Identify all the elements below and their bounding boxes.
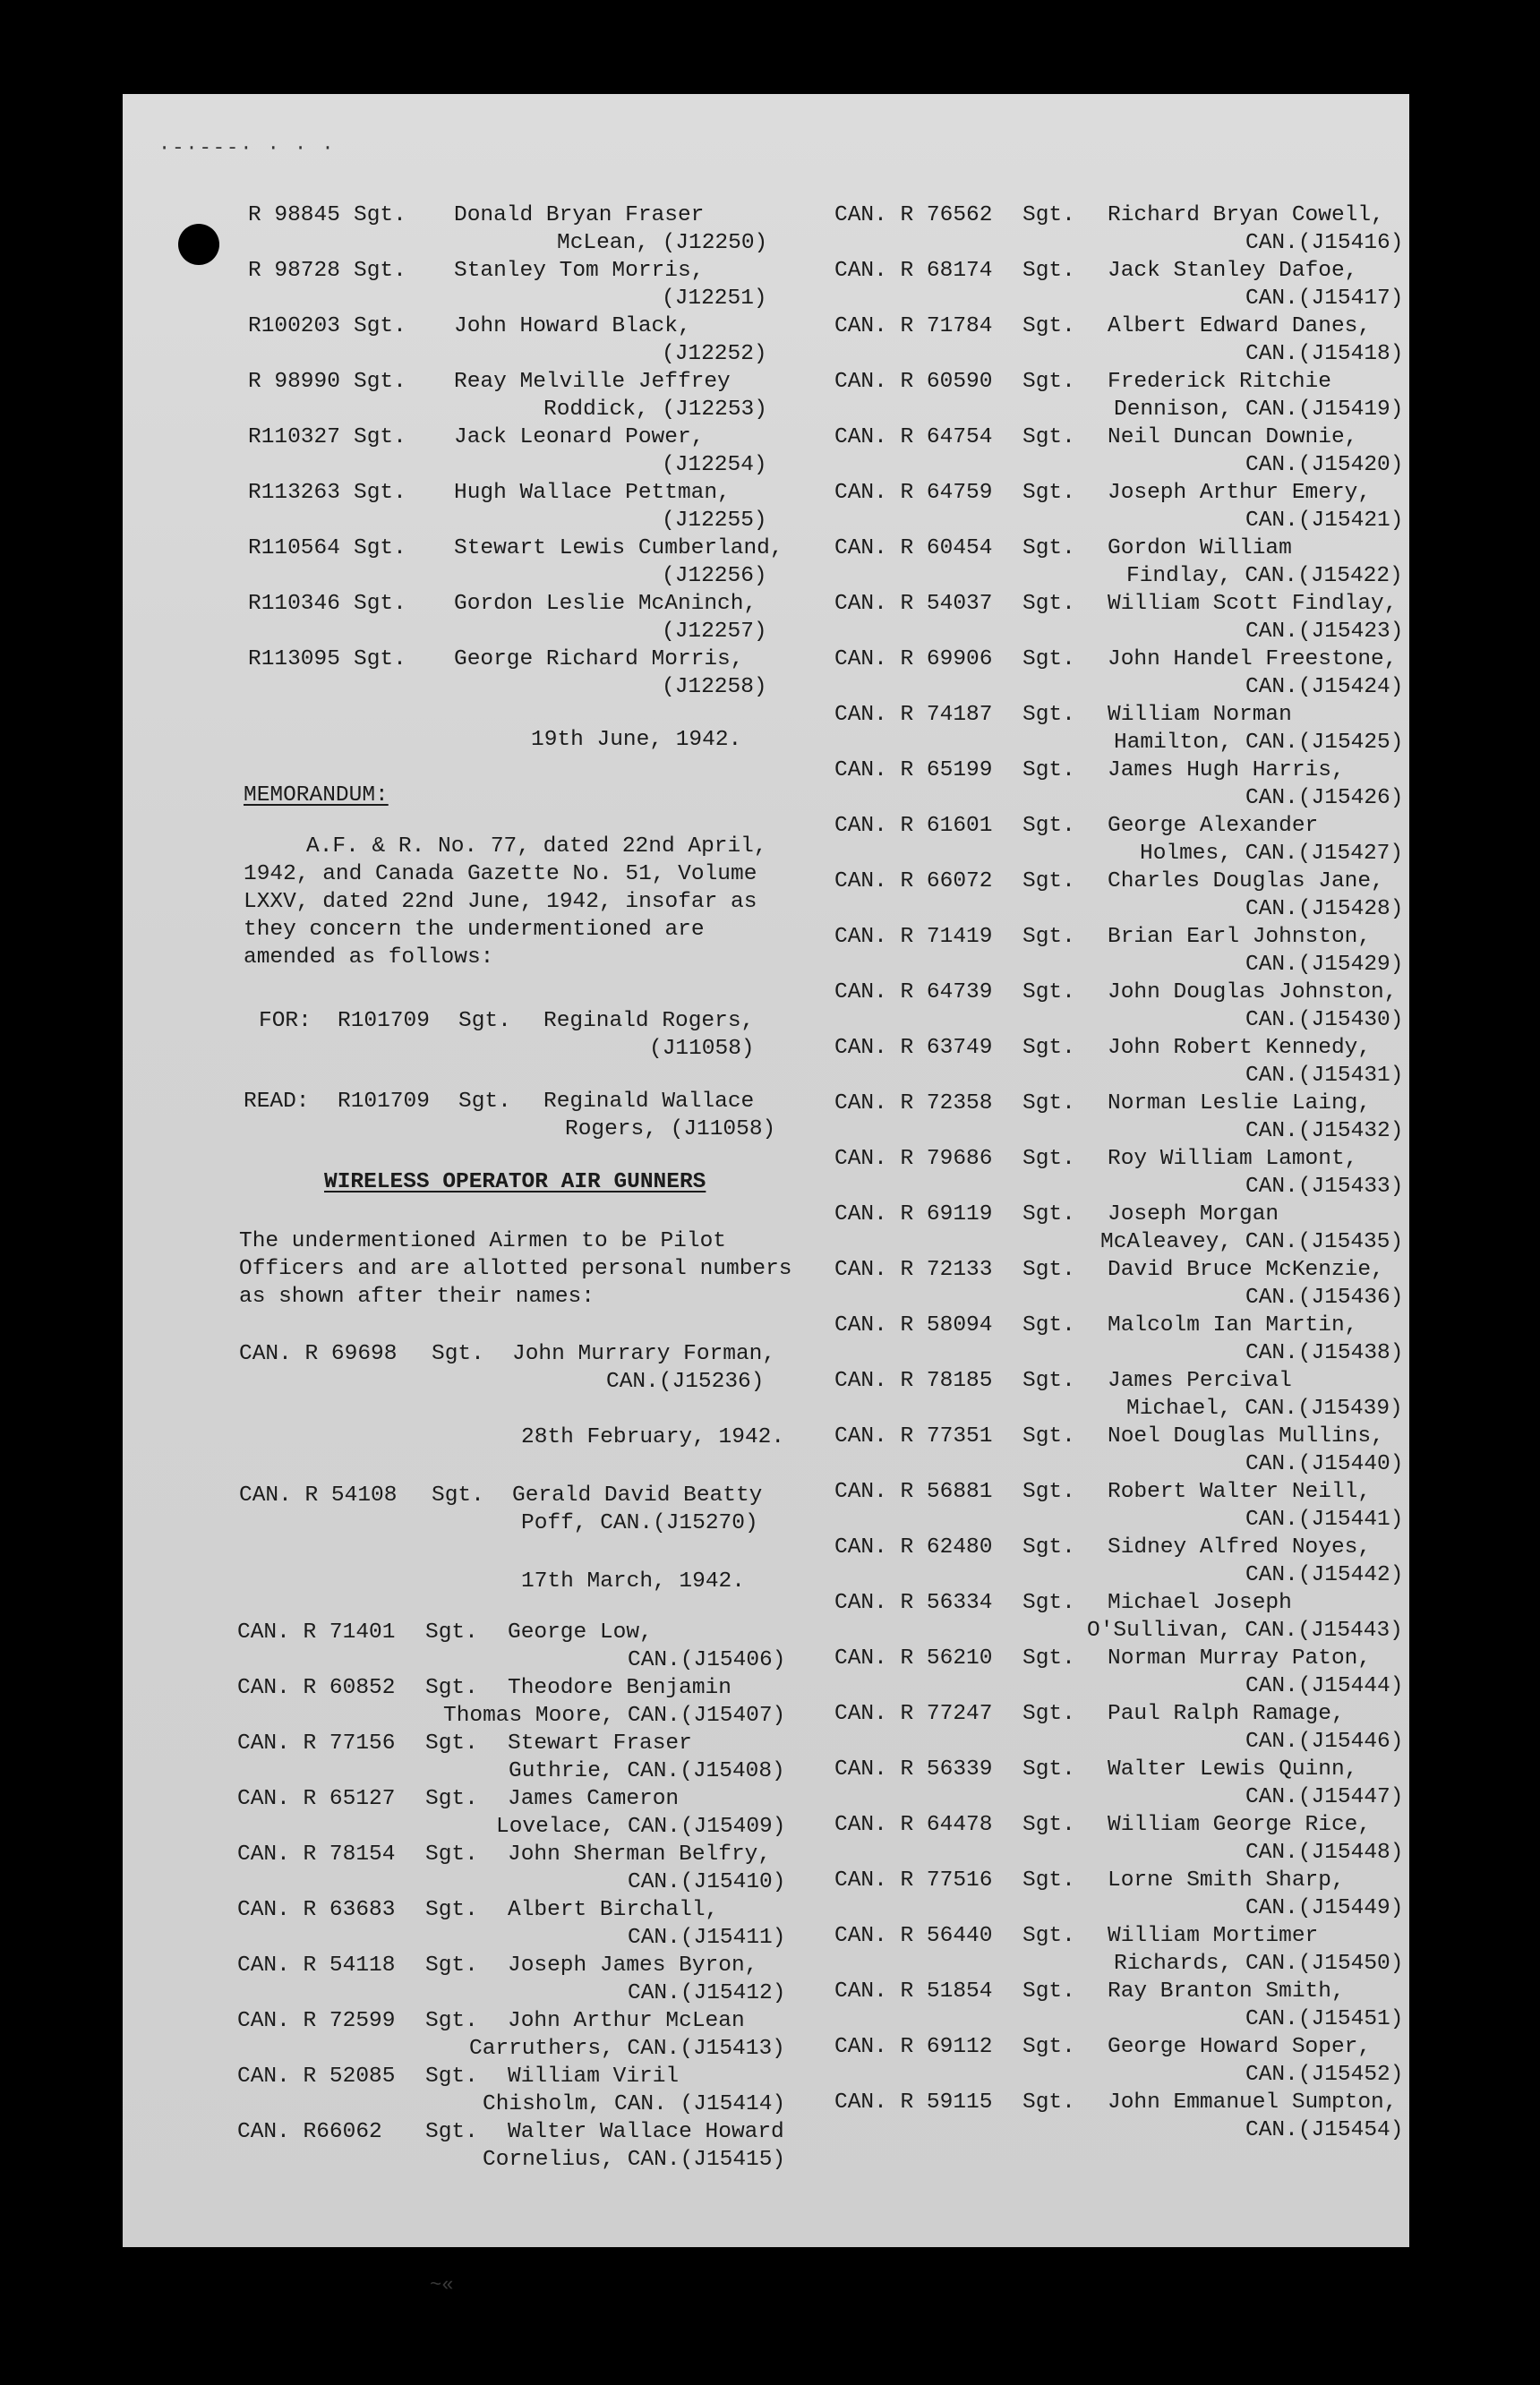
rank: Sgt. xyxy=(1022,1036,1075,1060)
service-number: CAN. R 61601 xyxy=(834,814,993,838)
name-line-1: Lorne Smith Sharp, xyxy=(1108,1868,1345,1893)
name-line-1: John Sherman Belfry, xyxy=(508,1842,772,1867)
service-number: CAN. R 71401 xyxy=(237,1620,396,1645)
bottom-margin-mark: ~« xyxy=(430,2274,454,2296)
service-number: CAN. R 64759 xyxy=(834,481,993,505)
name-line-2: CAN.(J15426) xyxy=(1245,786,1404,810)
rank: Sgt. xyxy=(1022,925,1075,949)
date-19-june: 19th June, 1942. xyxy=(531,728,742,752)
rank: Sgt. xyxy=(1022,1979,1075,2004)
intro-line-1: The undermentioned Airmen to be Pilot xyxy=(239,1229,726,1253)
name-line-2: CAN.(J15423) xyxy=(1245,620,1404,644)
name-line-2: (J12257) xyxy=(662,620,767,644)
name-line-2: CAN.(J15444) xyxy=(1245,1674,1404,1698)
rank: Sgt. xyxy=(1022,814,1075,838)
name-line-1: James Cameron xyxy=(508,1787,680,1811)
for-name-2: (J11058) xyxy=(649,1037,755,1061)
rank: Sgt. xyxy=(1022,1480,1075,1504)
service-number: CAN. R 52085 xyxy=(237,2064,396,2089)
name-line-2: Holmes, CAN.(J15427) xyxy=(1140,842,1404,866)
name-line-2: Hamilton, CAN.(J15425) xyxy=(1114,731,1404,755)
name-line-1: Brian Earl Johnston, xyxy=(1108,925,1372,949)
memorandum-heading: MEMORANDUM: xyxy=(244,783,389,808)
rank: Sgt. xyxy=(354,425,406,449)
name-line-2: Lovelace, CAN.(J15409) xyxy=(496,1815,786,1839)
name-line-1: Malcolm Ian Martin, xyxy=(1108,1313,1358,1338)
name-line-2: O'Sullivan, CAN.(J15443) xyxy=(1087,1619,1403,1643)
name-line-1: William Norman xyxy=(1108,703,1292,727)
rank: Sgt. xyxy=(1022,1924,1075,1948)
name-line-1: John Robert Kennedy, xyxy=(1108,1036,1372,1060)
rank: Sgt. xyxy=(1022,1535,1075,1560)
service-number: R100203 xyxy=(248,314,340,338)
rank: Sgt. xyxy=(425,2120,478,2144)
name-line-1: John Arthur McLean xyxy=(508,2009,745,2033)
name-line-2: (J12252) xyxy=(662,342,767,366)
name-line-2: CAN.(J15410) xyxy=(628,1870,786,1894)
service-number: CAN. R 69112 xyxy=(834,2035,993,2059)
name-line-2: Findlay, CAN.(J15422) xyxy=(1126,564,1403,588)
rank: Sgt. xyxy=(1022,1702,1075,1726)
memo-line-4: they concern the undermentioned are xyxy=(244,918,705,942)
name-line-1: George Richard Morris, xyxy=(454,647,744,671)
rank: Sgt. xyxy=(1022,869,1075,893)
name-line-1: Richard Bryan Cowell, xyxy=(1108,203,1384,227)
memo-line-3: LXXV, dated 22nd June, 1942, insofar as xyxy=(244,890,757,914)
name-line-2: CAN.(J15417) xyxy=(1245,286,1404,311)
name-line-2: CAN.(J15451) xyxy=(1245,2007,1404,2031)
name-line-2: Thomas Moore, CAN.(J15407) xyxy=(443,1704,786,1728)
name-line-1: Donald Bryan Fraser xyxy=(454,203,705,227)
rank: Sgt. xyxy=(1022,1813,1075,1837)
service-number: CAN. R 64754 xyxy=(834,425,993,449)
service-number: CAN. R 65199 xyxy=(834,758,993,782)
rank: Sgt. xyxy=(1022,2090,1075,2115)
name-line-2: CAN.(J15454) xyxy=(1245,2118,1404,2142)
name-line-1: Joseph James Byron, xyxy=(508,1953,758,1978)
name-line-1: George Low, xyxy=(508,1620,653,1645)
service-number: CAN. R 63683 xyxy=(237,1898,396,1922)
rank: Sgt. xyxy=(1022,647,1075,671)
name-line-2: CAN.(J15448) xyxy=(1245,1841,1404,1865)
rank: Sgt. xyxy=(1022,703,1075,727)
for-name-1: Reginald Rogers, xyxy=(543,1009,755,1033)
name-line-1: Roy William Lamont, xyxy=(1108,1147,1358,1171)
name-line-1: Norman Murray Paton, xyxy=(1108,1646,1372,1671)
rank: Sgt. xyxy=(1022,1091,1075,1116)
service-number: CAN. R 62480 xyxy=(834,1535,993,1560)
punch-hole xyxy=(178,224,219,265)
service-number: CAN. R 54037 xyxy=(834,592,993,616)
name-line-1: Noel Douglas Mullins, xyxy=(1108,1424,1384,1449)
service-number: R110346 xyxy=(248,592,340,616)
name-line-1: George Alexander xyxy=(1108,814,1319,838)
name-line-2: CAN.(J15429) xyxy=(1245,953,1404,977)
name-line-1: Norman Leslie Laing, xyxy=(1108,1091,1372,1116)
service-number: CAN. R66062 xyxy=(237,2120,382,2144)
service-number: CAN. R 76562 xyxy=(834,203,993,227)
service-number: CAN. R 77247 xyxy=(834,1702,993,1726)
top-margin-marks: ·-·---· · · · xyxy=(158,137,336,159)
name-line-1: David Bruce McKenzie, xyxy=(1108,1258,1384,1282)
service-number: CAN. R 72133 xyxy=(834,1258,993,1282)
service-number: CAN. R 79686 xyxy=(834,1147,993,1171)
rank: Sgt. xyxy=(1022,1868,1075,1893)
name-line-2: CAN.(J15446) xyxy=(1245,1730,1404,1754)
service-number: CAN. R 78185 xyxy=(834,1369,993,1393)
name-line-2: Richards, CAN.(J15450) xyxy=(1114,1952,1404,1976)
rank: Sgt. xyxy=(354,647,406,671)
name-line-2: Chisholm, CAN. (J15414) xyxy=(483,2092,786,2116)
rank: Sgt. xyxy=(1022,1147,1075,1171)
name-line-1: George Howard Soper, xyxy=(1108,2035,1372,2059)
rank: Sgt. xyxy=(425,1953,478,1978)
service-number: CAN. R 72358 xyxy=(834,1091,993,1116)
name-line-2: CAN.(J15440) xyxy=(1245,1452,1404,1476)
name-line-1: John Douglas Johnston, xyxy=(1108,980,1398,1004)
name-line-1: John Emmanuel Sumpton, xyxy=(1108,2090,1398,2115)
name-line-2: CAN.(J15433) xyxy=(1245,1175,1404,1199)
rank: Sgt. xyxy=(1022,1258,1075,1282)
name-line-1: Ray Branton Smith, xyxy=(1108,1979,1345,2004)
name-line-2: CAN.(J15436) xyxy=(1245,1286,1404,1310)
name-line-1: Jack Stanley Dafoe, xyxy=(1108,259,1358,283)
rank: Sgt. xyxy=(354,370,406,394)
rank: Sgt. xyxy=(1022,1424,1075,1449)
service-number: CAN. R 56881 xyxy=(834,1480,993,1504)
date-28-february: 28th February, 1942. xyxy=(521,1425,785,1449)
name-line-1: Walter Wallace Howard xyxy=(508,2120,784,2144)
rank: Sgt. xyxy=(1022,1202,1075,1227)
service-number: CAN. R 51854 xyxy=(834,1979,993,2004)
name-line-2: CAN.(J15432) xyxy=(1245,1119,1404,1143)
rank: Sgt. xyxy=(425,2064,478,2089)
name-line-2: (J12251) xyxy=(662,286,767,311)
service-number: R113095 xyxy=(248,647,340,671)
service-number: CAN. R 77516 xyxy=(834,1868,993,1893)
name-line-2: McLean, (J12250) xyxy=(557,231,768,255)
service-number: R113263 xyxy=(248,481,340,505)
section-heading: WIRELESS OPERATOR AIR GUNNERS xyxy=(324,1170,706,1194)
rank: Sgt. xyxy=(425,2009,478,2033)
service-number: CAN. R 66072 xyxy=(834,869,993,893)
service-number: CAN. R 74187 xyxy=(834,703,993,727)
name-line-2: Guthrie, CAN.(J15408) xyxy=(509,1759,785,1783)
rank: Sgt. xyxy=(425,1898,478,1922)
name-line-2: CAN.(J15452) xyxy=(1245,2063,1404,2087)
service-number: CAN. R 69119 xyxy=(834,1202,993,1227)
poff-number: CAN. R 54108 xyxy=(239,1483,398,1508)
read-number: R101709 xyxy=(338,1090,430,1114)
service-number: CAN. R 64478 xyxy=(834,1813,993,1837)
rank: Sgt. xyxy=(1022,370,1075,394)
rank: Sgt. xyxy=(354,536,406,560)
name-line-2: CAN.(J15431) xyxy=(1245,1064,1404,1088)
rank: Sgt. xyxy=(425,1676,478,1700)
rank: Sgt. xyxy=(354,592,406,616)
name-line-1: Albert Birchall, xyxy=(508,1898,719,1922)
name-line-1: Albert Edward Danes, xyxy=(1108,314,1372,338)
service-number: CAN. R 54118 xyxy=(237,1953,396,1978)
forman-name-2: CAN.(J15236) xyxy=(606,1370,765,1394)
service-number: CAN. R 59115 xyxy=(834,2090,993,2115)
name-line-2: CAN.(J15406) xyxy=(628,1648,786,1672)
forman-name-1: John Murrary Forman, xyxy=(512,1342,776,1366)
name-line-1: Michael Joseph xyxy=(1108,1591,1292,1615)
name-line-1: Robert Walter Neill, xyxy=(1108,1480,1372,1504)
date-17-march: 17th March, 1942. xyxy=(521,1569,745,1594)
rank: Sgt. xyxy=(1022,758,1075,782)
rank: Sgt. xyxy=(1022,1646,1075,1671)
service-number: CAN. R 60590 xyxy=(834,370,993,394)
rank: Sgt. xyxy=(1022,425,1075,449)
rank: Sgt. xyxy=(425,1787,478,1811)
for-number: R101709 xyxy=(338,1009,430,1033)
name-line-1: William Mortimer xyxy=(1108,1924,1319,1948)
service-number: CAN. R 78154 xyxy=(237,1842,396,1867)
service-number: CAN. R 60852 xyxy=(237,1676,396,1700)
rank: Sgt. xyxy=(1022,481,1075,505)
name-line-1: Walter Lewis Quinn, xyxy=(1108,1757,1358,1782)
rank: Sgt. xyxy=(1022,980,1075,1004)
name-line-2: CAN.(J15424) xyxy=(1245,675,1404,699)
service-number: CAN. R 68174 xyxy=(834,259,993,283)
rank: Sgt. xyxy=(1022,536,1075,560)
name-line-2: Cornelius, CAN.(J15415) xyxy=(483,2148,786,2172)
service-number: CAN. R 56334 xyxy=(834,1591,993,1615)
service-number: CAN. R 56339 xyxy=(834,1757,993,1782)
name-line-2: CAN.(J15430) xyxy=(1245,1008,1404,1032)
memo-line-2: 1942, and Canada Gazette No. 51, Volume xyxy=(244,862,757,886)
name-line-1: Stanley Tom Morris, xyxy=(454,259,705,283)
rank: Sgt. xyxy=(1022,1369,1075,1393)
name-line-1: Sidney Alfred Noyes, xyxy=(1108,1535,1372,1560)
service-number: CAN. R 71784 xyxy=(834,314,993,338)
memo-line-5: amended as follows: xyxy=(244,945,494,970)
name-line-1: John Howard Black, xyxy=(454,314,691,338)
name-line-1: Theodore Benjamin xyxy=(508,1676,732,1700)
rank: Sgt. xyxy=(425,1731,478,1756)
document-page xyxy=(123,94,1409,2247)
poff-name-1: Gerald David Beatty xyxy=(512,1483,763,1508)
service-number: CAN. R 69906 xyxy=(834,647,993,671)
name-line-2: Roddick, (J12253) xyxy=(543,398,767,422)
service-number: CAN. R 72599 xyxy=(237,2009,396,2033)
memo-line-1: A.F. & R. No. 77, dated 22nd April, xyxy=(306,834,767,859)
read-name-2: Rogers, (J11058) xyxy=(565,1117,776,1141)
service-number: CAN. R 64739 xyxy=(834,980,993,1004)
service-number: CAN. R 71419 xyxy=(834,925,993,949)
name-line-1: Jack Leonard Power, xyxy=(454,425,705,449)
name-line-1: Neil Duncan Downie, xyxy=(1108,425,1358,449)
name-line-1: Hugh Wallace Pettman, xyxy=(454,481,731,505)
for-prefix: FOR: xyxy=(259,1009,312,1033)
name-line-2: CAN.(J15442) xyxy=(1245,1563,1404,1587)
name-line-2: (J12258) xyxy=(662,675,767,699)
name-line-1: William Viril xyxy=(508,2064,680,2089)
name-line-2: CAN.(J15411) xyxy=(628,1926,786,1950)
poff-rank: Sgt. xyxy=(432,1483,484,1508)
service-number: CAN. R 77156 xyxy=(237,1731,396,1756)
name-line-2: McAleavey, CAN.(J15435) xyxy=(1100,1230,1404,1254)
rank: Sgt. xyxy=(425,1620,478,1645)
name-line-1: John Handel Freestone, xyxy=(1108,647,1398,671)
name-line-2: (J12254) xyxy=(662,453,767,477)
rank: Sgt. xyxy=(1022,203,1075,227)
rank: Sgt. xyxy=(1022,1313,1075,1338)
intro-line-3: as shown after their names: xyxy=(239,1285,595,1309)
forman-number: CAN. R 69698 xyxy=(239,1342,398,1366)
service-number: CAN. R 60454 xyxy=(834,536,993,560)
name-line-2: (J12255) xyxy=(662,509,767,533)
name-line-2: CAN.(J15416) xyxy=(1245,231,1404,255)
name-line-2: Dennison, CAN.(J15419) xyxy=(1114,398,1404,422)
service-number: R110327 xyxy=(248,425,340,449)
rank: Sgt. xyxy=(1022,314,1075,338)
service-number: CAN. R 77351 xyxy=(834,1424,993,1449)
service-number: R 98728 xyxy=(248,259,340,283)
rank: Sgt. xyxy=(1022,259,1075,283)
name-line-2: (J12256) xyxy=(662,564,767,588)
service-number: CAN. R 65127 xyxy=(237,1787,396,1811)
name-line-1: Reay Melville Jeffrey xyxy=(454,370,731,394)
service-number: CAN. R 58094 xyxy=(834,1313,993,1338)
name-line-2: CAN.(J15418) xyxy=(1245,342,1404,366)
name-line-2: CAN.(J15412) xyxy=(628,1981,786,2005)
name-line-2: Michael, CAN.(J15439) xyxy=(1126,1397,1403,1421)
rank: Sgt. xyxy=(354,314,406,338)
name-line-1: William George Rice, xyxy=(1108,1813,1372,1837)
intro-line-2: Officers and are allotted personal numbers xyxy=(239,1257,792,1281)
name-line-2: CAN.(J15447) xyxy=(1245,1785,1404,1809)
read-rank: Sgt. xyxy=(458,1090,511,1114)
name-line-2: CAN.(J15420) xyxy=(1245,453,1404,477)
name-line-1: Charles Douglas Jane, xyxy=(1108,869,1384,893)
rank: Sgt. xyxy=(1022,1757,1075,1782)
name-line-1: Gordon William xyxy=(1108,536,1292,560)
rank: Sgt. xyxy=(354,481,406,505)
service-number: R110564 xyxy=(248,536,340,560)
name-line-1: James Hugh Harris, xyxy=(1108,758,1345,782)
name-line-1: Frederick Ritchie xyxy=(1108,370,1331,394)
name-line-1: Stewart Lewis Cumberland, xyxy=(454,536,783,560)
name-line-1: Joseph Morgan xyxy=(1108,1202,1279,1227)
name-line-2: CAN.(J15438) xyxy=(1245,1341,1404,1365)
name-line-2: Carruthers, CAN.(J15413) xyxy=(469,2037,785,2061)
name-line-1: Gordon Leslie McAninch, xyxy=(454,592,757,616)
read-prefix: READ: xyxy=(244,1090,310,1114)
name-line-1: Paul Ralph Ramage, xyxy=(1108,1702,1345,1726)
service-number: CAN. R 56440 xyxy=(834,1924,993,1948)
service-number: CAN. R 56210 xyxy=(834,1646,993,1671)
service-number: CAN. R 63749 xyxy=(834,1036,993,1060)
name-line-1: James Percival xyxy=(1108,1369,1292,1393)
for-rank: Sgt. xyxy=(458,1009,511,1033)
name-line-1: Joseph Arthur Emery, xyxy=(1108,481,1372,505)
rank: Sgt. xyxy=(1022,1591,1075,1615)
service-number: R 98990 xyxy=(248,370,340,394)
forman-rank: Sgt. xyxy=(432,1342,484,1366)
name-line-1: Stewart Fraser xyxy=(508,1731,692,1756)
name-line-1: William Scott Findlay, xyxy=(1108,592,1398,616)
name-line-2: CAN.(J15421) xyxy=(1245,509,1404,533)
rank: Sgt. xyxy=(425,1842,478,1867)
rank: Sgt. xyxy=(354,259,406,283)
poff-name-2: Poff, CAN.(J15270) xyxy=(521,1511,758,1535)
service-number: R 98845 xyxy=(248,203,340,227)
rank: Sgt. xyxy=(1022,592,1075,616)
name-line-2: CAN.(J15449) xyxy=(1245,1896,1404,1920)
name-line-2: CAN.(J15428) xyxy=(1245,897,1404,921)
name-line-2: CAN.(J15441) xyxy=(1245,1508,1404,1532)
rank: Sgt. xyxy=(1022,2035,1075,2059)
rank: Sgt. xyxy=(354,203,406,227)
read-name-1: Reginald Wallace xyxy=(543,1090,755,1114)
